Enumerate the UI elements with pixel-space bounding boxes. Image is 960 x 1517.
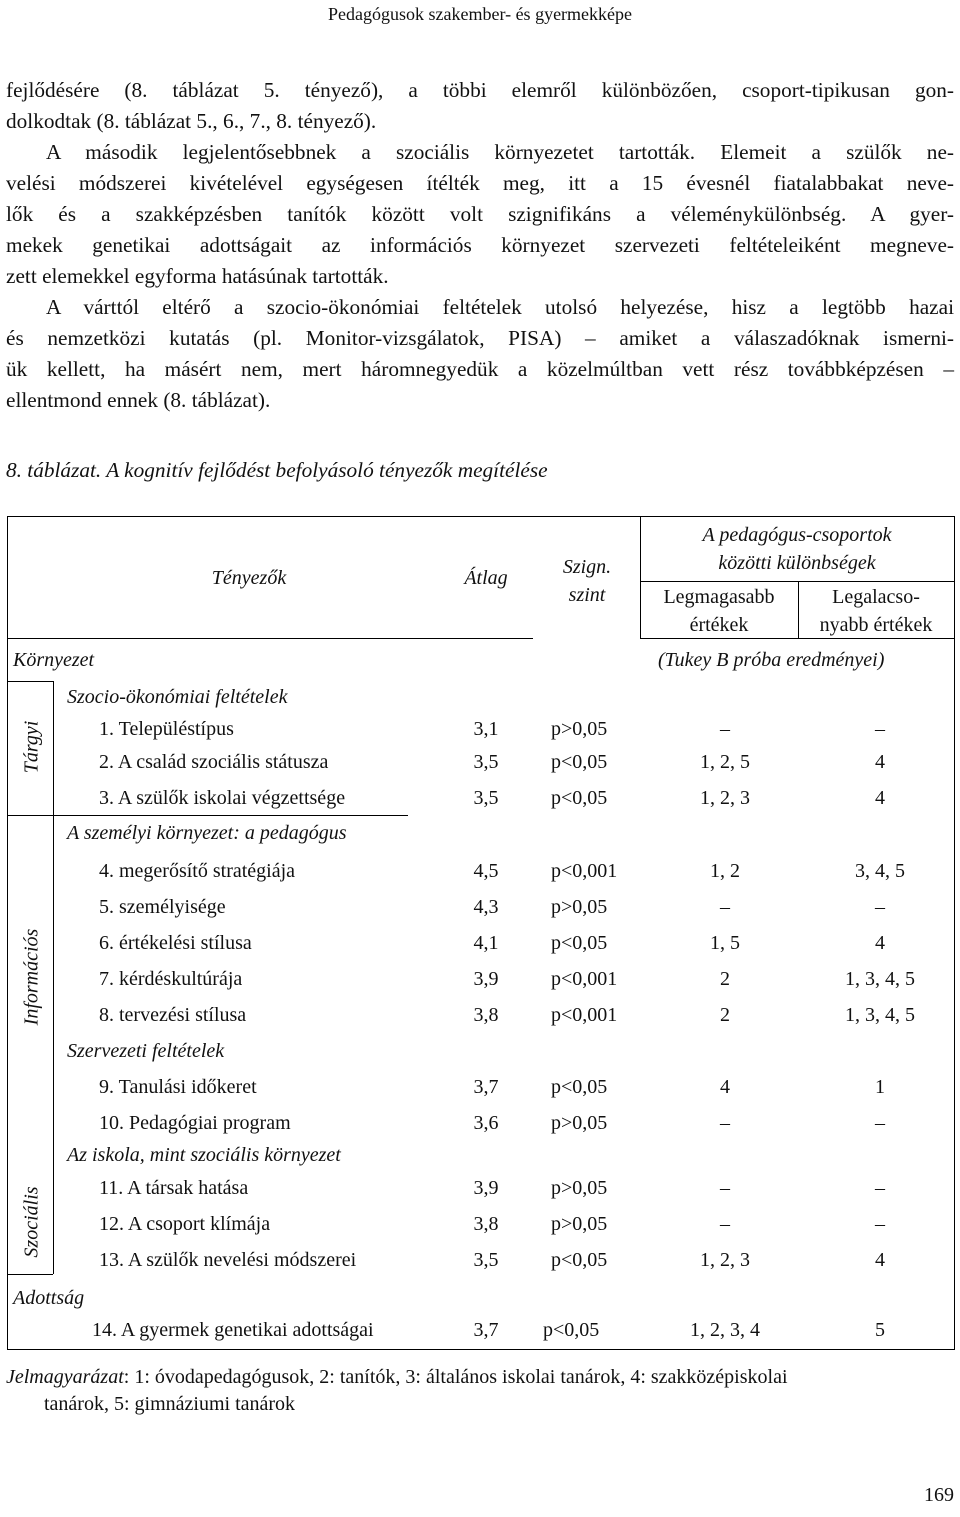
body-paragraphs — [6, 75, 954, 416]
header-tukey: (Tukey B próba eredményei) — [658, 649, 885, 671]
row-name: 4. megerősítő stratégiája — [99, 860, 296, 882]
header-bottom-line — [8, 638, 533, 639]
paragraph-line: ellentmond ennek (8. táblázat). — [6, 388, 271, 412]
row-name: 9. Tanulási időkeret — [99, 1076, 257, 1098]
row-mean: 3,8 — [473, 1213, 499, 1235]
row-name: 13. A szülők nevelési módszerei — [99, 1249, 357, 1271]
row-high: – — [720, 718, 730, 740]
row-high: 1, 5 — [710, 932, 740, 954]
row-high: 1, 2, 3 — [700, 1249, 750, 1271]
row-mean: 3,9 — [473, 1177, 499, 1199]
section-line — [8, 681, 53, 682]
row-high: 4 — [720, 1076, 730, 1098]
row-low: 4 — [875, 932, 885, 954]
row-mean: 4,5 — [473, 860, 499, 882]
side-label-targyi: Tárgyi — [20, 720, 43, 774]
row-high: 1, 2, 3 — [700, 787, 750, 809]
paragraph-line: zett elemekkel egyforma hatásúnak tartották. — [6, 264, 389, 288]
row-name: 2. A család szociális státusza — [99, 751, 329, 773]
legend-text-continued: tanárok, 5: gimnáziumi tanárok — [44, 1393, 296, 1415]
row-name: 5. személyisége — [99, 896, 226, 918]
side-label-szocialis: Szociális — [20, 1186, 43, 1258]
row-high: 2 — [720, 968, 730, 990]
row-low: – — [875, 1112, 885, 1134]
row-mean: 3,9 — [473, 968, 499, 990]
row-name: 3. A szülők iskolai végzettsége — [99, 787, 346, 809]
row-low: 4 — [875, 1249, 885, 1271]
row-sig: p<0,05 — [551, 787, 608, 809]
paragraph-line: fejlődésére (8. táblázat 5. tényező), a többi elemről különbözően, csoport-tipikusan gon- — [6, 78, 954, 102]
row-sig: p<0,001 — [551, 1004, 618, 1026]
group-personal: A személyi környezet: a pedagógus — [67, 822, 347, 844]
row-mean: 4,3 — [473, 896, 499, 918]
header-highest: Legmagasabb értékek — [663, 586, 775, 636]
row-high: 1, 2, 3, 4 — [690, 1319, 760, 1341]
header-divider — [640, 517, 641, 638]
header-groups: A pedagógus-csoportok közötti különbségek — [702, 524, 892, 574]
paragraph-line: velési módszerei kivételével egységesen ítélték meg, itt a 15 évesnél fiatalabbakat neve- — [6, 171, 954, 195]
row-low: 5 — [875, 1319, 885, 1341]
running-header: Pedagógusok szakember- és gyermekképe — [327, 4, 633, 24]
header-environment: Környezet — [13, 649, 95, 671]
header-divider — [798, 581, 799, 638]
row-sig: p<0,05 — [551, 1076, 608, 1098]
factors-table — [7, 516, 955, 1350]
row-high: 2 — [720, 1004, 730, 1026]
row-sig: p>0,05 — [551, 1112, 608, 1134]
row-high: 1, 2 — [710, 860, 740, 882]
row-low: – — [875, 896, 885, 918]
row-high: 1, 2, 5 — [700, 751, 750, 773]
header-factors: Tényezők — [211, 567, 287, 589]
group-socio: Szocio-ökonómiai feltételek — [67, 686, 288, 708]
group-org: Szervezeti feltételek — [67, 1040, 225, 1062]
group-talent: Adottság — [13, 1287, 85, 1309]
row-mean: 3,8 — [473, 1004, 499, 1026]
row-name: 12. A csoport klímája — [99, 1213, 271, 1235]
row-sig: p<0,05 — [551, 1249, 608, 1271]
row-mean: 3,5 — [473, 1249, 499, 1271]
header-lowest: Legalacso- nyabb értékek — [819, 586, 933, 636]
table-caption: 8. táblázat. A kognitív fejlődést befolyásoló tényezők megítélése — [6, 458, 548, 482]
paragraph-line: A második legjelentősebbnek a szociális környezetet tartották. Elemeit a szülők ne- — [46, 140, 954, 164]
paragraph-line: A várttól eltérő a szocio-ökonómiai feltételek utolsó helyezése, hisz a legtöbb hazai — [46, 295, 954, 319]
row-low: 1 — [875, 1076, 885, 1098]
row-low: 4 — [875, 787, 885, 809]
row-low: 1, 3, 4, 5 — [845, 1004, 915, 1026]
row-name: 8. tervezési stílusa — [99, 1004, 247, 1026]
row-sig: p<0,05 — [543, 1319, 600, 1341]
row-low: 3, 4, 5 — [855, 860, 905, 882]
page-number: 169 — [924, 1484, 954, 1506]
row-mean: 3,7 — [473, 1076, 499, 1098]
section-line — [8, 815, 408, 816]
row-mean: 3,7 — [473, 1319, 499, 1341]
row-name: 6. értékelési stílusa — [99, 932, 252, 954]
row-mean: 3,5 — [473, 751, 499, 773]
row-name: 11. A társak hatása — [99, 1177, 249, 1199]
row-mean: 3,1 — [473, 718, 499, 740]
row-mean: 3,5 — [473, 787, 499, 809]
row-low: 4 — [875, 751, 885, 773]
header-mean: Átlag — [464, 567, 508, 589]
section-line — [8, 1274, 53, 1275]
group-header-line — [640, 581, 954, 582]
row-low: 1, 3, 4, 5 — [845, 968, 915, 990]
row-sig: p>0,05 — [551, 718, 608, 740]
row-sig: p>0,05 — [551, 1177, 608, 1199]
row-sig: p<0,05 — [551, 932, 608, 954]
table-legend — [6, 1364, 954, 1418]
row-mean: 3,6 — [473, 1112, 499, 1134]
legend-text: : 1: óvodapedagógusok, 2: tanítók, 3: általános iskolai tanárok, 4: szakközépiskolai — [123, 1366, 788, 1388]
row-name: 7. kérdéskultúrája — [99, 968, 243, 990]
row-name: 14. A gyermek genetikai adottságai — [92, 1319, 374, 1341]
row-sig: p>0,05 — [551, 1213, 608, 1235]
row-high: – — [720, 1213, 730, 1235]
paragraph-line: és nemzetközi kutatás (pl. Monitor-vizsgálatok, PISA) – amiket a válaszadóknak ismerni- — [6, 326, 954, 350]
row-sig: p<0,001 — [551, 860, 618, 882]
side-label-informacios: Információs — [20, 928, 43, 1026]
row-high: – — [720, 1112, 730, 1134]
row-name: 10. Pedagógiai program — [99, 1112, 291, 1134]
paragraph-line: mekek genetikai adottságait az információs környezet szervezeti feltételeiként megneve- — [6, 233, 954, 257]
paragraph-line: lők és a szakképzésben tanítók között volt szignifikáns a véleménykülönbség. A gyer- — [6, 202, 954, 226]
row-low: – — [875, 718, 885, 740]
header-sig: Szign. szint — [562, 556, 612, 606]
group-school: Az iskola, mint szociális környezet — [67, 1144, 341, 1166]
row-sig: p>0,05 — [551, 896, 608, 918]
side-column-line — [53, 681, 54, 1274]
row-mean: 4,1 — [473, 932, 499, 954]
row-low: – — [875, 1213, 885, 1235]
row-name: 1. Településtípus — [99, 718, 234, 740]
row-sig: p<0,001 — [551, 968, 618, 990]
legend-label: Jelmagyarázat — [6, 1366, 124, 1388]
row-sig: p<0,05 — [551, 751, 608, 773]
row-high: – — [720, 1177, 730, 1199]
paragraph-line: ük kellett, ha másért nem, mert háromnegyedük a közelmúltban vett rész továbbképzésen – — [6, 357, 954, 381]
paragraph-line: dolkodtak (8. táblázat 5., 6., 7., 8. tényező). — [6, 109, 377, 133]
row-high: – — [720, 896, 730, 918]
row-low: – — [875, 1177, 885, 1199]
